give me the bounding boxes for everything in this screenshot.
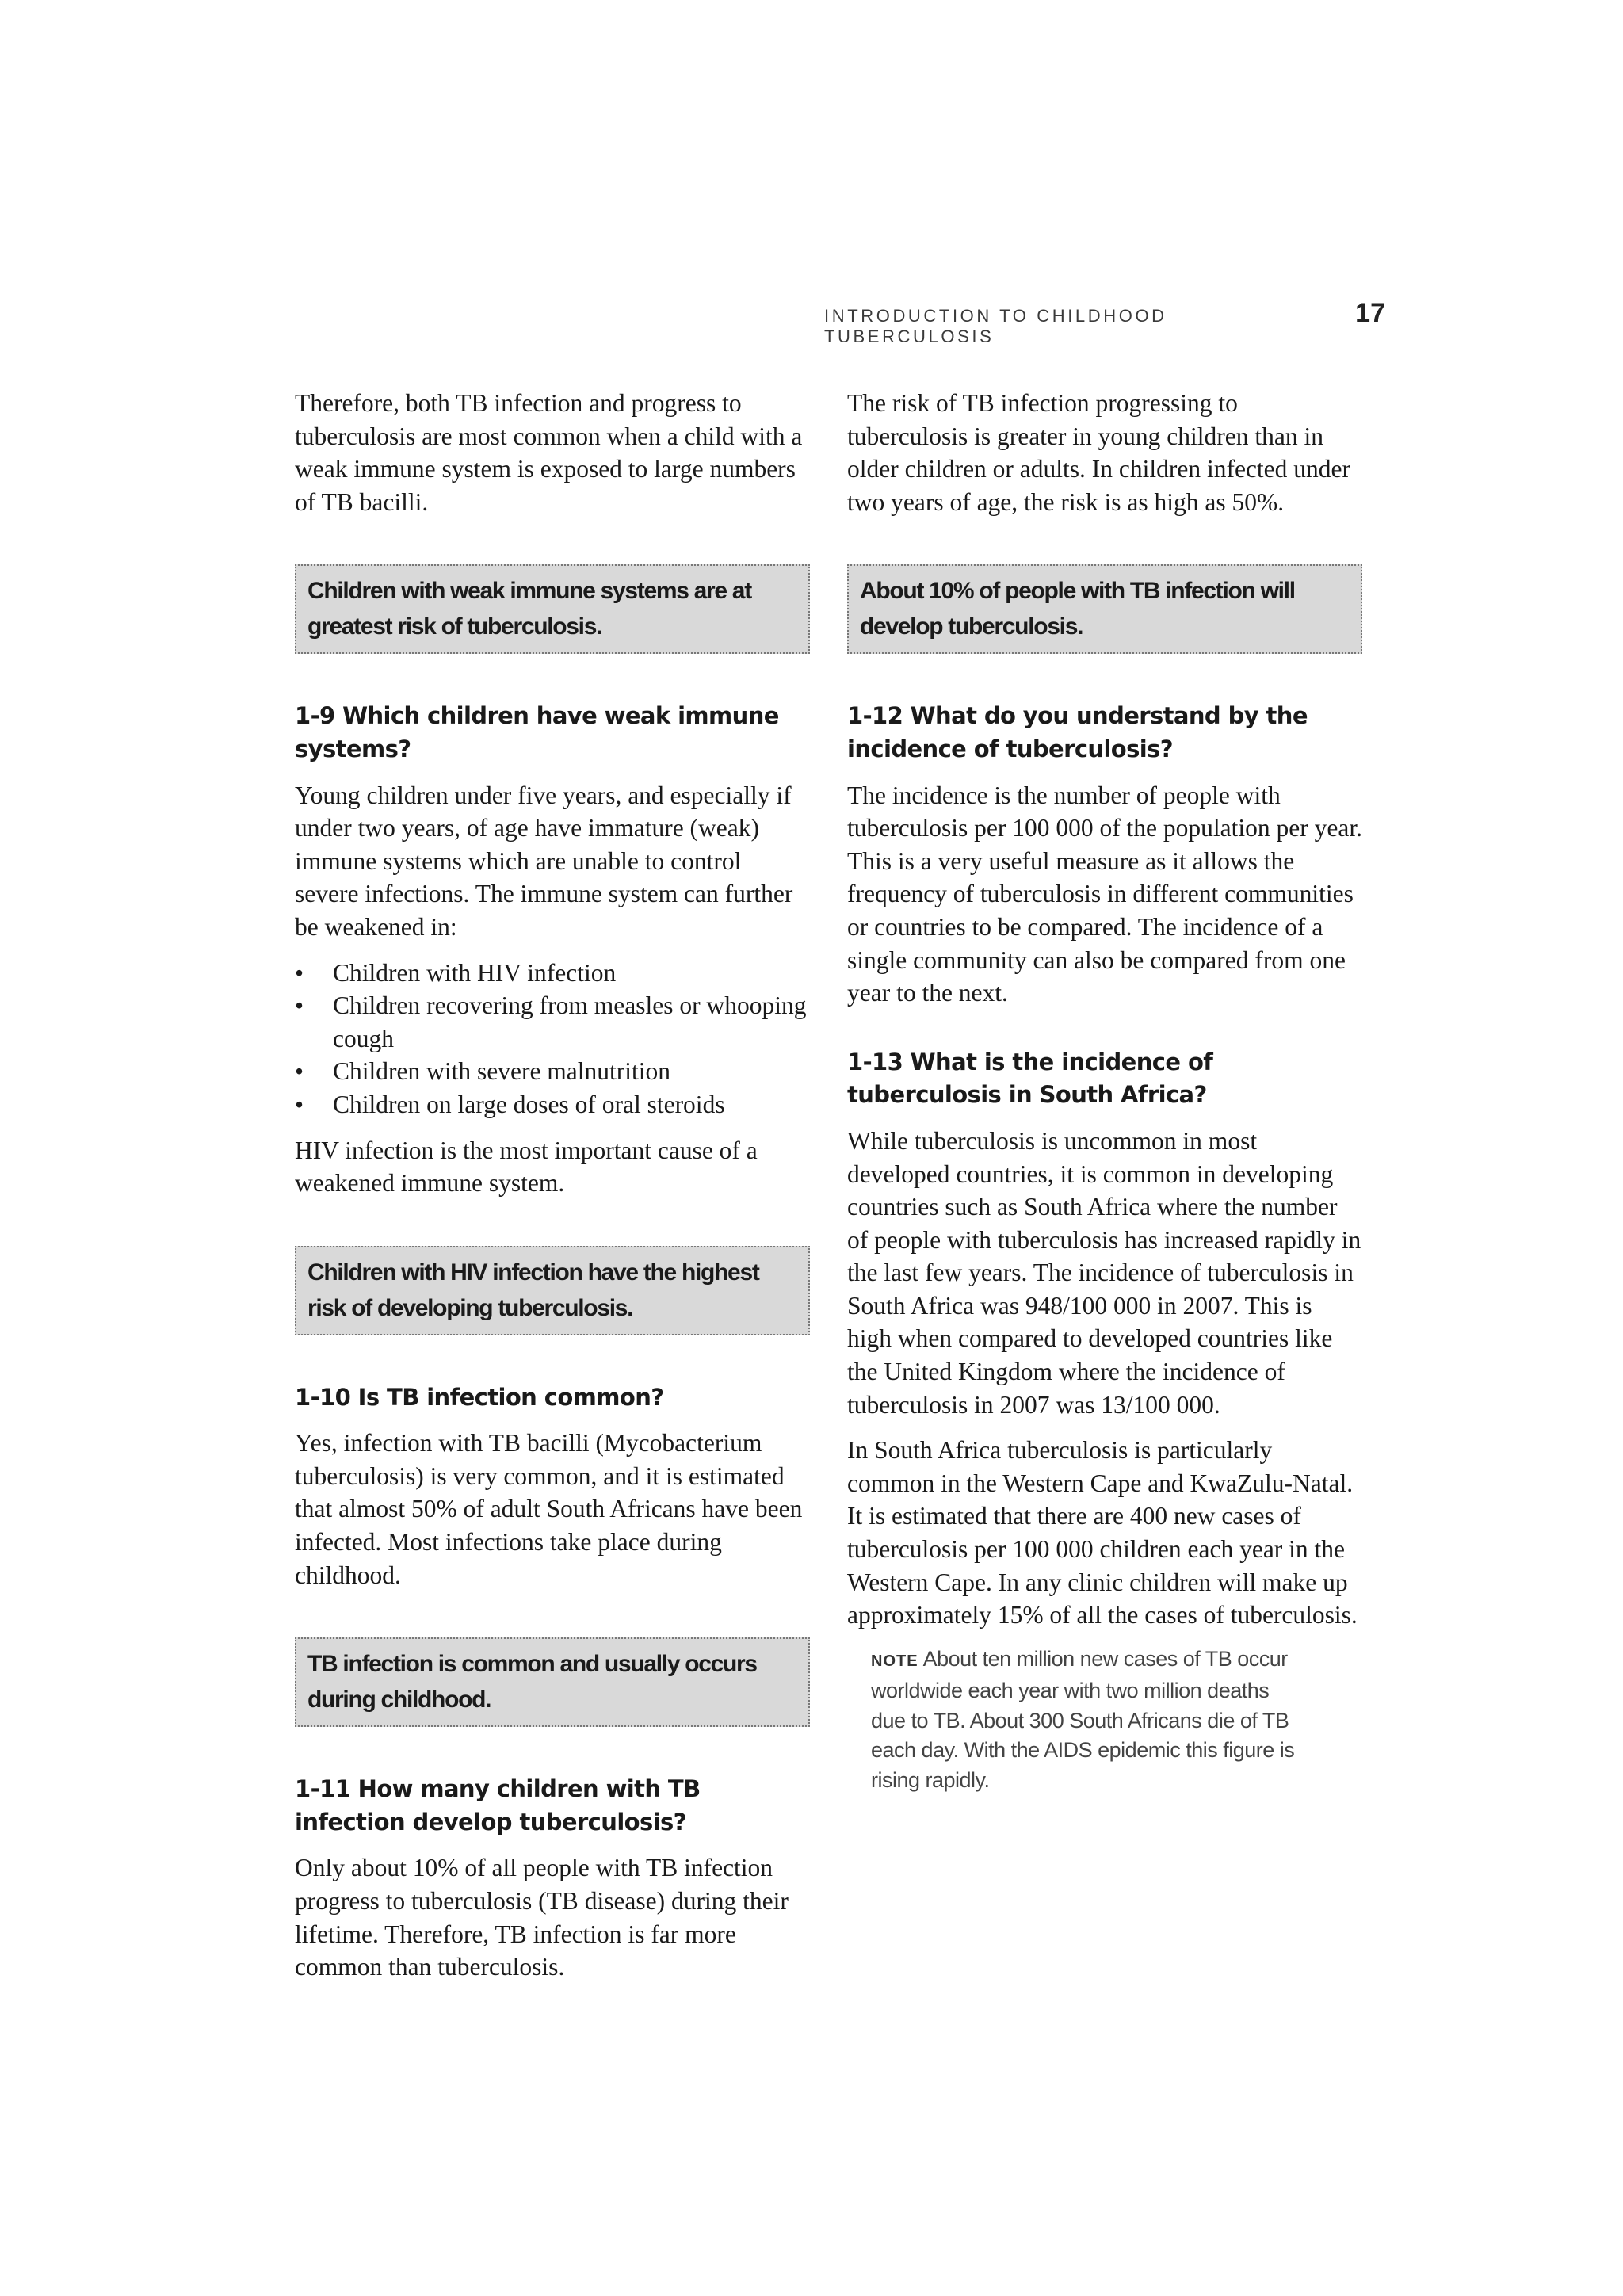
bullet-list bbox=[295, 957, 810, 1121]
key-point-box bbox=[295, 564, 810, 654]
paragraph: The incidence is the number of people with tuberculosis per 100 000 of the population per year. This is a very useful measure as it allows the frequency of tuberculosis in different communities or countries to be compared. The incidence of a single community can also be compared from one year to the next. bbox=[847, 781, 1362, 1007]
key-point-box bbox=[847, 564, 1362, 654]
paragraph: Only about 10% of all people with TB infection progress to tuberculosis (TB disease) during their lifetime. Therefore, TB infection is far more common than tuberculosis. bbox=[295, 1854, 789, 1981]
paragraph: Therefore, both TB infection and progress to tuberculosis are most common when a child with a weak immune system is exposed to large numbers of TB bacilli. bbox=[295, 389, 803, 516]
key-point-text: About 10% of people with TB infection will develop tuberculosis. bbox=[860, 578, 1295, 640]
question-heading-1-11: 1-11 How many children with TB infection develop tuberculosis? bbox=[295, 1775, 701, 1836]
bullet-icon: • bbox=[295, 991, 304, 1020]
key-point-text: Children with weak immune systems are at greatest risk of tuberculosis. bbox=[307, 578, 751, 640]
running-title: INTRODUCTION TO CHILDHOOD TUBERCULOSIS bbox=[824, 306, 1167, 346]
paragraph: The risk of TB infection progressing to tuberculosis is greater in young children than in older children or adults. In children infected under two years of age, the risk is as high as 50%. bbox=[847, 389, 1351, 516]
bullet-icon: • bbox=[295, 958, 304, 987]
question-heading-1-10: 1-10 Is TB infection common? bbox=[295, 1383, 664, 1411]
key-point-box bbox=[295, 1246, 810, 1335]
left-column bbox=[295, 387, 810, 1996]
key-point-box bbox=[295, 1637, 810, 1727]
note-text: About ten million new cases of TB occur worldwide each year with two million deaths due to TB. About 300 South Africans die of TB each day. With the AIDS epidemic this figure is rising rapidly. bbox=[871, 1646, 1295, 1792]
paragraph: While tuberculosis is uncommon in most developed countries, it is common in developing countries such as South Africa where the number of people with tuberculosis has increased rapidly in the last few years. The incidence of tuberculosis in South Africa was 948/100 000 in 2007. This is high when compared to developed countries like the United Kingdom where the incidence of tuberculosis in 2007 was 13/100 000. bbox=[847, 1126, 1361, 1419]
list-item bbox=[295, 1088, 810, 1121]
running-header bbox=[824, 298, 1385, 347]
question-heading-1-9: 1-9 Which children have weak immune systems? bbox=[295, 702, 779, 762]
paragraph: HIV infection is the most important cause of a weakened immune system. bbox=[295, 1136, 758, 1198]
key-point-text: Children with HIV infection have the highest risk of developing tuberculosis. bbox=[307, 1259, 759, 1321]
bullet-icon: • bbox=[295, 1090, 304, 1118]
note-block bbox=[871, 1645, 1362, 1796]
question-heading-1-12: 1-12 What do you understand by the incidence of tuberculosis? bbox=[847, 702, 1308, 762]
list-item bbox=[295, 989, 810, 1055]
paragraph: Young children under five years, and especially if under two years, of age have immature (weak) immune systems which are unable to control severe infections. The immune system can further be weakened in: bbox=[295, 781, 793, 941]
note-label: NOTE bbox=[871, 1652, 918, 1670]
key-point-text: TB infection is common and usually occurs during childhood. bbox=[307, 1651, 757, 1713]
paragraph: In South Africa tuberculosis is particularly common in the Western Cape and KwaZulu-Natal. It is estimated that there are 400 new cases of tuberculosis per 100 000 children each year in the Western Cape. In any clinic children will make up approximately 15% of all the cases of tuberculosis. bbox=[847, 1436, 1358, 1629]
right-column bbox=[847, 387, 1362, 1795]
list-item-text: Children with severe malnutrition bbox=[333, 1057, 671, 1086]
question-heading-1-13: 1-13 What is the incidence of tuberculosis in South Africa? bbox=[847, 1048, 1213, 1109]
list-item-text: Children with HIV infection bbox=[333, 958, 617, 987]
paragraph: Yes, infection with TB bacilli (Mycobacterium tuberculosis) is very common, and it is estimated that almost 50% of adult South Africans have been infected. Most infections take place during childhood. bbox=[295, 1429, 803, 1589]
list-item bbox=[295, 1055, 810, 1088]
list-item-text: Children recovering from measles or whooping cough bbox=[333, 991, 807, 1052]
page-number: 17 bbox=[1355, 298, 1385, 328]
list-item bbox=[295, 957, 810, 990]
list-item-text: Children on large doses of oral steroids bbox=[333, 1090, 725, 1118]
bullet-icon: • bbox=[295, 1057, 304, 1086]
